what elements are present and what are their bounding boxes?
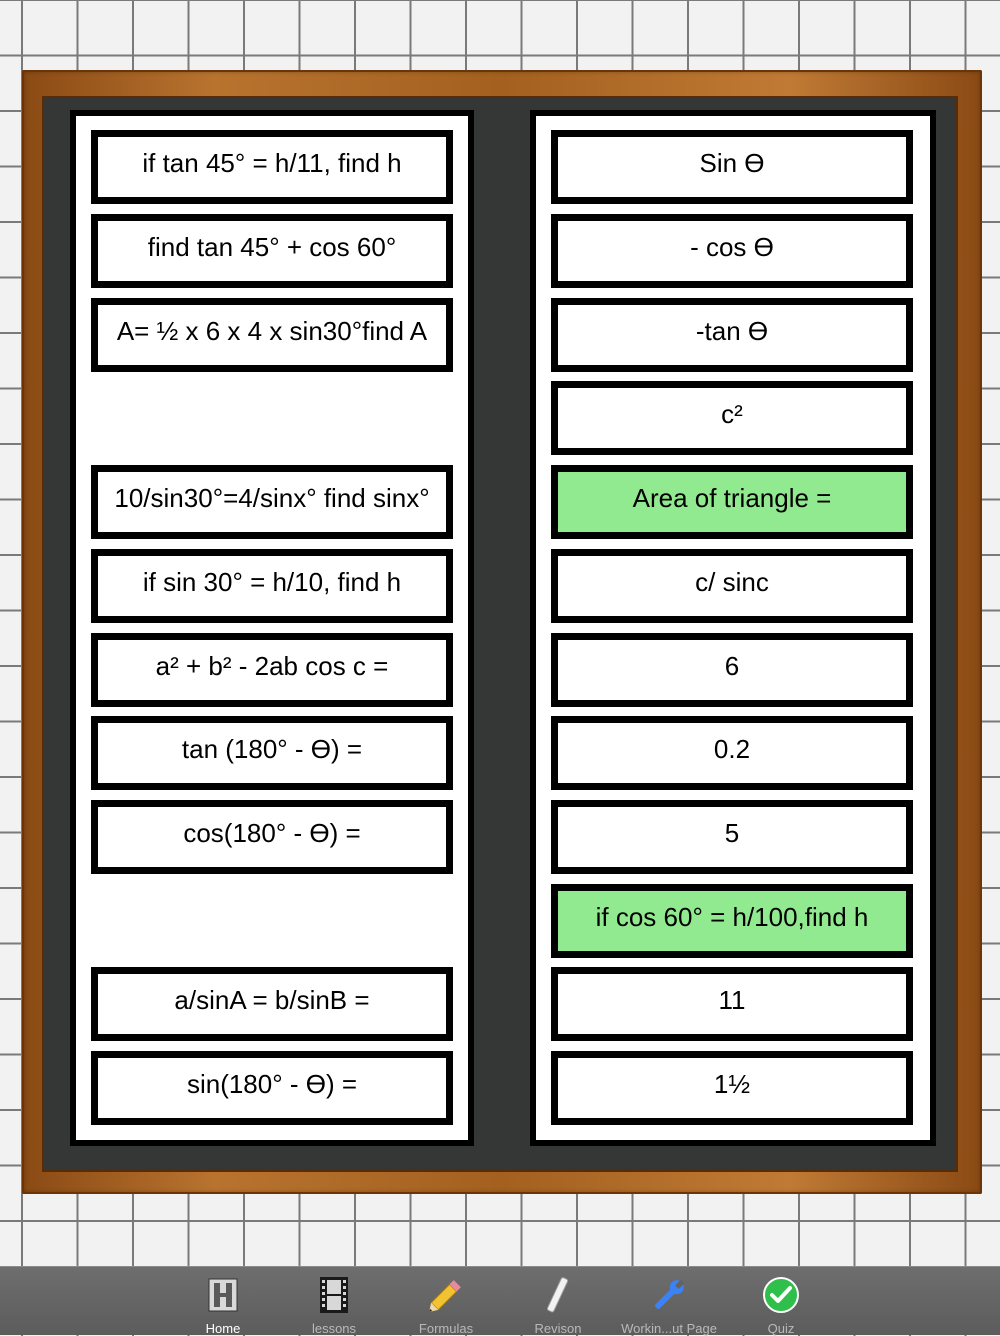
- answer-column: [530, 110, 936, 1146]
- tab-label: Quiz: [767, 1321, 795, 1336]
- film-icon: [314, 1275, 354, 1315]
- question-card[interactable]: A= ½ x 6 x 4 x sin30°find A: [91, 298, 453, 372]
- tab-home[interactable]: [168, 1267, 278, 1335]
- question-card[interactable]: sin(180° - Ө) =: [91, 1051, 453, 1125]
- tab-label: lessons: [311, 1321, 357, 1336]
- answer-card-highlighted[interactable]: if cos 60° = h/100,find h: [551, 884, 913, 958]
- answer-card[interactable]: - cos Ө: [551, 214, 913, 288]
- answer-card[interactable]: c²: [551, 381, 913, 455]
- answer-card[interactable]: Sin Ө: [551, 130, 913, 204]
- question-card[interactable]: if tan 45° = h/11, find h: [91, 130, 453, 204]
- question-card[interactable]: a² + b² - 2ab cos c =: [91, 633, 453, 707]
- answer-card[interactable]: 11: [551, 967, 913, 1041]
- answer-card[interactable]: c/ sinc: [551, 549, 913, 623]
- answer-card[interactable]: 1½: [551, 1051, 913, 1125]
- question-card[interactable]: find tan 45° + cos 60°: [91, 214, 453, 288]
- tab-label: Workin...ut Page: [621, 1321, 717, 1336]
- tab-label: Formulas: [418, 1321, 474, 1336]
- answer-card[interactable]: 0.2: [551, 716, 913, 790]
- tab-quiz[interactable]: [726, 1267, 836, 1335]
- answer-card[interactable]: 5: [551, 800, 913, 874]
- chalkboard: [42, 96, 958, 1172]
- tab-lessons[interactable]: [279, 1267, 389, 1335]
- tab-label: Revison: [534, 1321, 582, 1336]
- answer-card[interactable]: 6: [551, 633, 913, 707]
- question-card[interactable]: cos(180° - Ө) =: [91, 800, 453, 874]
- question-card[interactable]: tan (180° - Ө) =: [91, 716, 453, 790]
- answer-card-highlighted[interactable]: Area of triangle =: [551, 465, 913, 539]
- tab-formulas[interactable]: [391, 1267, 501, 1335]
- question-card[interactable]: if sin 30° = h/10, find h: [91, 549, 453, 623]
- tab-bar: [0, 1266, 1000, 1335]
- question-card[interactable]: a/sinA = b/sinB =: [91, 967, 453, 1041]
- pencil-icon: [426, 1275, 466, 1315]
- answer-card[interactable]: -tan Ө: [551, 298, 913, 372]
- tab-working-out-page[interactable]: [614, 1267, 724, 1335]
- checkmark-icon: [761, 1275, 801, 1315]
- chalk-icon: [538, 1275, 578, 1315]
- home-h-icon: [203, 1275, 243, 1315]
- question-column: [70, 110, 474, 1146]
- chalkboard-frame: [22, 70, 982, 1194]
- question-card[interactable]: 10/sin30°=4/sinx° find sinx°: [91, 465, 453, 539]
- tab-label: Home: [205, 1321, 241, 1336]
- tab-revision[interactable]: [503, 1267, 613, 1335]
- wrench-icon: [649, 1275, 689, 1315]
